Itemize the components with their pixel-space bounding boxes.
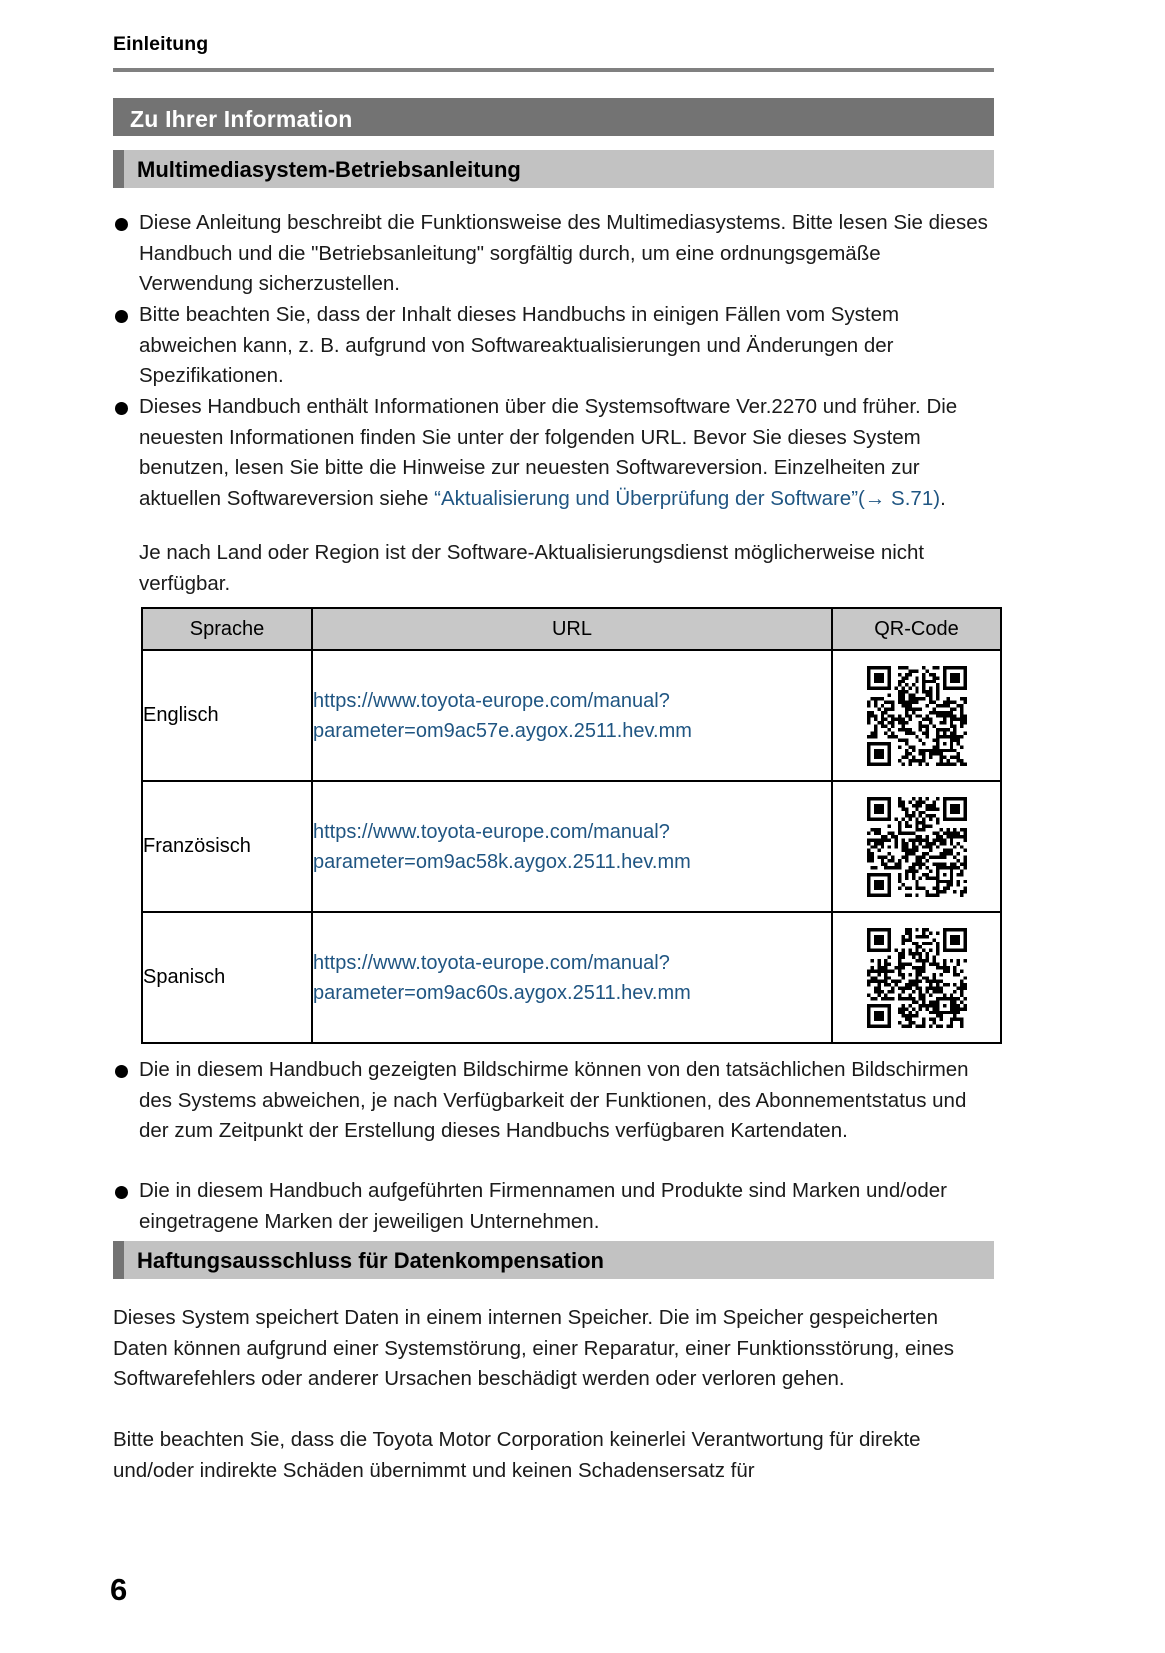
column-header-qrcode: QR-Code	[832, 608, 1001, 650]
table-header-row	[142, 608, 1001, 650]
table-row	[142, 781, 1001, 912]
bullet-text-3-part1: Dieses Handbuch enthält Informationen über die Systemsoftware Ver.2270 und früher. Die neuesten Informationen finden Sie unter der folgenden URL. Bevor Sie dieses System benutzen, lesen Sie bitte die Hinweise zur neuesten Softwareversion. Einzelheiten zur aktuellen Softwareversion siehe	[139, 395, 958, 510]
cell-language: Englisch	[142, 650, 312, 781]
cell-url[interactable]	[312, 912, 832, 1043]
bullet-text-3-part2: .	[940, 486, 946, 510]
bullet-marker	[115, 218, 128, 231]
table-row	[142, 650, 1001, 781]
bullet-text-1: Diese Anleitung beschreibt die Funktionsweise des Multimediasystems. Bitte lesen Sie dieses Handbuch und die "Betriebsanleitung" sorgfältig durch, um eine ordnungsgemäße Verwendung sicherzustellen.	[139, 211, 988, 295]
haftung-paragraph-1: Dieses System speichert Daten in einem internen Speicher. Die im Speicher gespeicherten Daten können aufgrund einer Systemstörung, einer Reparatur, einer Funktionsstörung, eines Softwarefehlers oder anderer Ursachen beschädigt werden oder verloren gehen.	[113, 1306, 955, 1390]
table-body	[142, 650, 1001, 1043]
section-heading-multimedia	[113, 150, 994, 188]
column-header-sprache: Sprache	[142, 608, 312, 650]
availability-note: Je nach Land oder Region ist der Software-Aktualisierungsdienst möglicherweise nicht verfügbar.	[139, 541, 925, 595]
cell-qr-code	[832, 781, 1001, 912]
url-line-1: https://www.toyota-europe.com/manual?	[313, 820, 670, 843]
haftung-paragraph-2: Bitte beachten Sie, dass die Toyota Motor Corporation keinerlei Verantwortung für direkte und/oder indirekte Schäden übernimmt und keinen Schadensersatz für	[113, 1428, 921, 1482]
url-line-1: https://www.toyota-europe.com/manual?	[313, 951, 670, 974]
url-line-2: parameter=om9ac58k.aygox.2511.hev.mm	[313, 850, 691, 873]
bullet-text-3	[139, 392, 997, 514]
bullet-marker	[115, 310, 128, 323]
cell-language: Französisch	[142, 781, 312, 912]
url-line-2: parameter=om9ac60s.aygox.2511.hev.mm	[313, 981, 691, 1004]
bullet-marker	[115, 1065, 128, 1078]
url-line-1: https://www.toyota-europe.com/manual?	[313, 689, 670, 712]
chapter-title-text: Zu Ihrer Information	[130, 106, 353, 132]
url-line-2: parameter=om9ac57e.aygox.2511.hev.mm	[313, 719, 692, 742]
cell-url[interactable]	[312, 650, 832, 781]
cell-url[interactable]	[312, 781, 832, 912]
header-rule	[113, 68, 994, 72]
bullet-marker	[115, 402, 128, 415]
table-row	[142, 912, 1001, 1043]
url-table	[141, 607, 1002, 1044]
qr-code-icon	[867, 797, 967, 897]
cell-qr-code	[832, 912, 1001, 1043]
section-heading-haftung-text: Haftungsausschluss für Datenkompensation	[137, 1248, 604, 1273]
bullet-text-4: Die in diesem Handbuch gezeigten Bildschirme können von den tatsächlichen Bildschirmen des Systems abweichen, je nach Verfügbarkeit der Funktionen, des Abonnementstatus und der zum Zeitpunkt der Erstellung dieses Handbuchs verfügbaren Kartendaten.	[139, 1058, 969, 1142]
section-tab-marker	[113, 150, 124, 188]
bullet-text-2: Bitte beachten Sie, dass der Inhalt dieses Handbuchs in einigen Fällen vom System abweichen kann, z. B. aufgrund von Softwareaktualisierungen und Änderungen der Spezifikationen.	[139, 303, 900, 387]
chapter-title-bar	[113, 98, 994, 136]
section-tab-marker	[113, 1241, 124, 1279]
cell-qr-code	[832, 650, 1001, 781]
bullet-text-5: Die in diesem Handbuch aufgeführten Firmennamen und Produkte sind Marken und/oder eingetragene Marken der jeweiligen Unternehmen.	[139, 1179, 947, 1233]
page-number: 6	[110, 1572, 128, 1607]
cross-reference-link[interactable]: “Aktualisierung und Überprüfung der Software”(→ S.71)	[434, 486, 941, 510]
column-header-url: URL	[312, 608, 832, 650]
cell-language: Spanisch	[142, 912, 312, 1043]
qr-code-icon	[867, 928, 967, 1028]
section-heading-multimedia-text: Multimediasystem-Betriebsanleitung	[137, 157, 521, 182]
bullet-marker	[115, 1186, 128, 1199]
running-head: Einleitung	[113, 33, 209, 55]
qr-code-icon	[867, 666, 967, 766]
section-heading-haftung	[113, 1241, 994, 1279]
